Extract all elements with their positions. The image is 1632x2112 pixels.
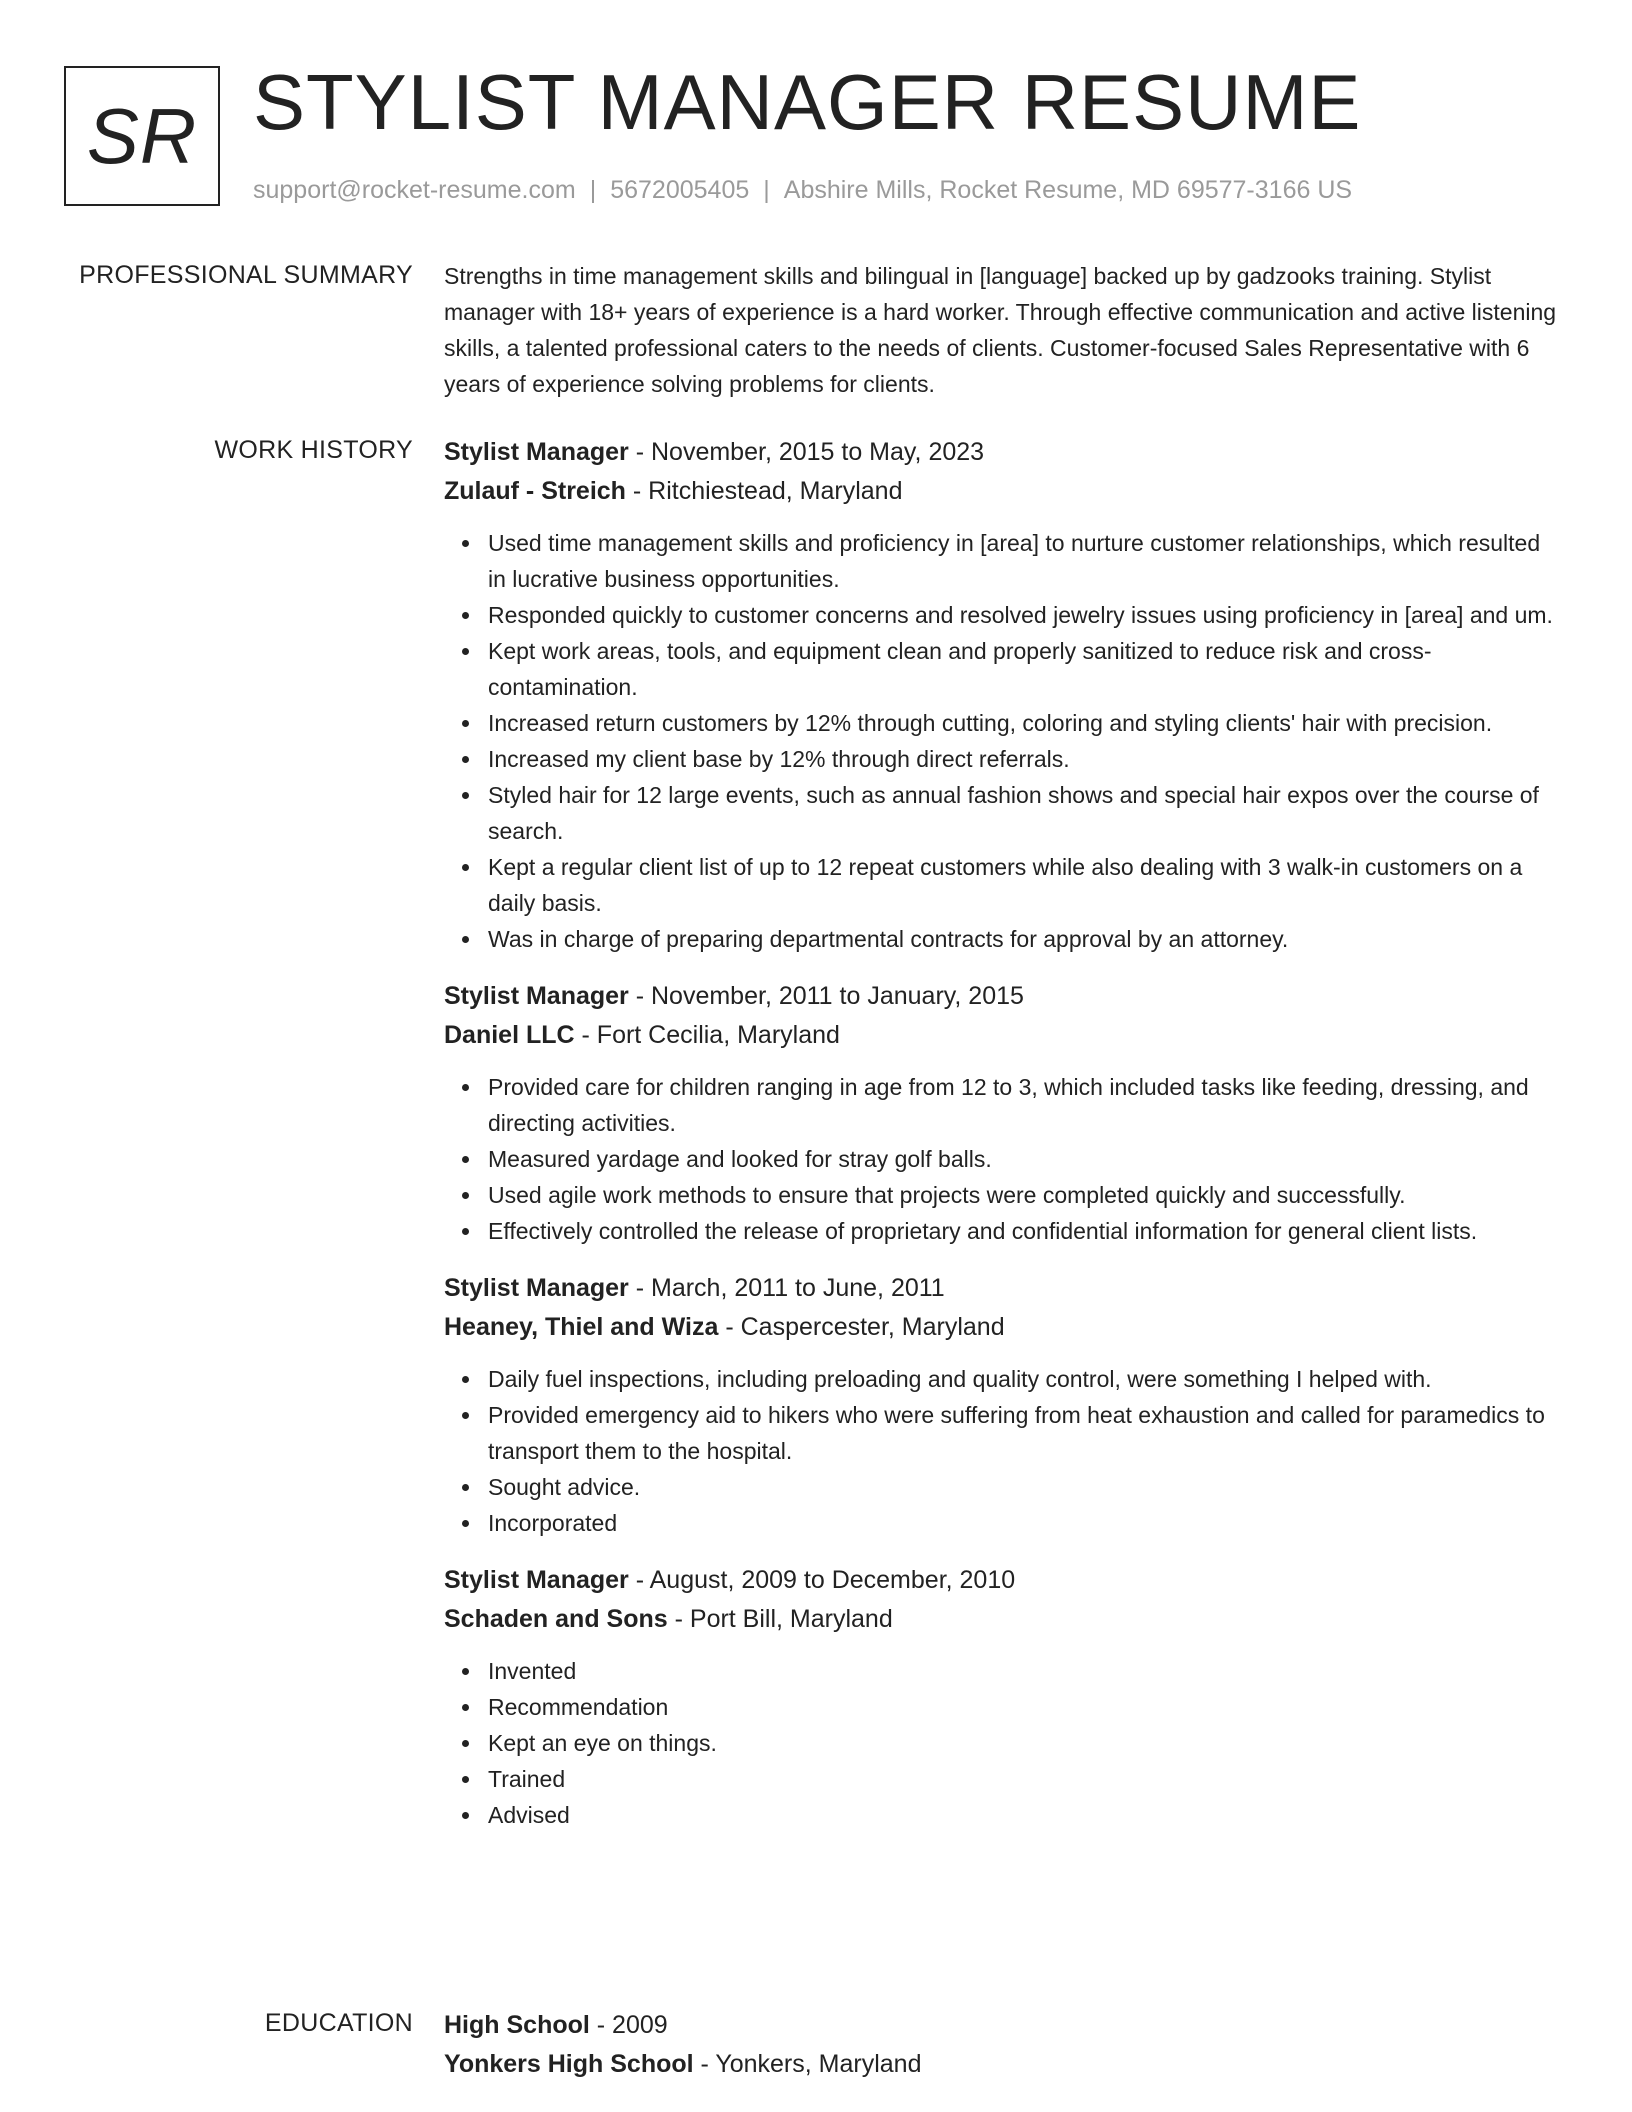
contact-separator: |	[763, 176, 770, 204]
job-dates: - August, 2009 to December, 2010	[628, 1566, 1016, 1594]
job-location: - Caspercester, Maryland	[718, 1313, 1005, 1341]
summary-text: Strengths in time management skills and bilingual in [language] backed up by gadzooks training. Stylist manager with 18+ years of experience is a hard worker. Through effective communication and active listening skills, a talented professional caters to the needs of clients. Customer-focused Sales Representative with 6 years of experience solving problems for clients.	[444, 263, 1557, 397]
contact-address: Abshire Mills, Rocket Resume, MD 69577-3166 US	[783, 176, 1353, 204]
bullet-item: Responded quickly to customer concerns and resolved jewelry issues using proficiency in [area] and um.	[488, 597, 1559, 633]
bullet-item: Provided emergency aid to hikers who were suffering from heat exhaustion and called for paramedics to transport them to the hospital.	[488, 1397, 1559, 1469]
job-entry	[444, 1269, 1559, 1541]
job-title: Stylist Manager	[444, 1566, 629, 1594]
job-location: - Fort Cecilia, Maryland	[574, 1021, 840, 1049]
education-degree-line	[444, 2006, 1559, 2045]
job-entry	[444, 1561, 1559, 1833]
job-company: Schaden and Sons	[444, 1605, 668, 1633]
job-company: Heaney, Thiel and Wiza	[444, 1313, 719, 1341]
bullet-item: Daily fuel inspections, including preloading and quality control, were something I helped with.	[488, 1361, 1559, 1397]
job-bullets	[444, 1069, 1559, 1249]
contact-phone: 5672005405	[610, 176, 750, 204]
contact-line	[253, 172, 1352, 208]
education-location: - Yonkers, Maryland	[693, 2050, 922, 2078]
bullet-item: Sought advice.	[488, 1469, 1559, 1505]
job-company: Daniel LLC	[444, 1021, 575, 1049]
job-dates: - November, 2015 to May, 2023	[628, 438, 985, 466]
bullet-item: Advised	[488, 1797, 1559, 1833]
bullet-item: Measured yardage and looked for stray golf balls.	[488, 1141, 1559, 1177]
bullet-item: Kept work areas, tools, and equipment clean and properly sanitized to reduce risk and cross-contamination.	[488, 633, 1559, 705]
job-dates: - November, 2011 to January, 2015	[628, 982, 1024, 1010]
bullet-item: Recommendation	[488, 1689, 1559, 1725]
job-title-line	[444, 433, 1559, 472]
job-bullets	[444, 1653, 1559, 1833]
job-bullets	[444, 525, 1559, 957]
job-company: Zulauf - Streich	[444, 477, 626, 505]
job-company-line	[444, 1308, 1559, 1347]
jobs-list	[444, 433, 1559, 1853]
job-title: Stylist Manager	[444, 982, 629, 1010]
job-title-line	[444, 977, 1559, 1016]
bullet-item: Kept a regular client list of up to 12 repeat customers while also dealing with 3 walk-in customers on a daily basis.	[488, 849, 1559, 921]
bullet-item: Incorporated	[488, 1505, 1559, 1541]
job-title-line	[444, 1269, 1559, 1308]
section-label-education: EDUCATION	[264, 2009, 413, 2037]
bullet-item: Styled hair for 12 large events, such as annual fashion shows and special hair expos over the course of search.	[488, 777, 1559, 849]
monogram: SR	[64, 66, 220, 206]
contact-separator: |	[589, 176, 597, 204]
bullet-item: Used time management skills and proficiency in [area] to nurture customer relationships, which resulted in lucrative business opportunities.	[488, 525, 1559, 597]
education-school-line	[444, 2045, 1559, 2084]
job-title: Stylist Manager	[444, 438, 629, 466]
bullet-item: Kept an eye on things.	[488, 1725, 1559, 1761]
job-title: Stylist Manager	[444, 1274, 629, 1302]
resume-title: STYLIST MANAGER RESUME	[253, 58, 1362, 146]
job-title-line	[444, 1561, 1559, 1600]
bullet-item: Effectively controlled the release of proprietary and confidential information for general client lists.	[488, 1213, 1559, 1249]
job-company-line	[444, 472, 1559, 511]
education-degree: High School	[444, 2011, 590, 2039]
education-year: - 2009	[589, 2011, 668, 2039]
bullet-item: Increased my client base by 12% through direct referrals.	[488, 741, 1559, 777]
job-bullets	[444, 1361, 1559, 1541]
contact-email: support@rocket-resume.com	[253, 176, 576, 204]
bullet-item: Increased return customers by 12% through cutting, coloring and styling clients' hair with precision.	[488, 705, 1559, 741]
job-company-line	[444, 1600, 1559, 1639]
education-school: Yonkers High School	[444, 2050, 694, 2078]
job-entry	[444, 433, 1559, 957]
section-label-summary: PROFESSIONAL SUMMARY	[79, 261, 413, 289]
bullet-item: Was in charge of preparing departmental contracts for approval by an attorney.	[488, 921, 1559, 957]
bullet-item: Provided care for children ranging in age from 12 to 3, which included tasks like feeding, dressing, and directing activities.	[488, 1069, 1559, 1141]
job-dates: - March, 2011 to June, 2011	[628, 1274, 945, 1302]
section-label-work-history: WORK HISTORY	[214, 436, 413, 464]
job-location: - Port Bill, Maryland	[667, 1605, 893, 1633]
bullet-item: Trained	[488, 1761, 1559, 1797]
job-entry	[444, 977, 1559, 1249]
job-location: - Ritchiestead, Maryland	[625, 477, 903, 505]
job-company-line	[444, 1016, 1559, 1055]
bullet-item: Used agile work methods to ensure that projects were completed quickly and successfully.	[488, 1177, 1559, 1213]
bullet-item: Invented	[488, 1653, 1559, 1689]
